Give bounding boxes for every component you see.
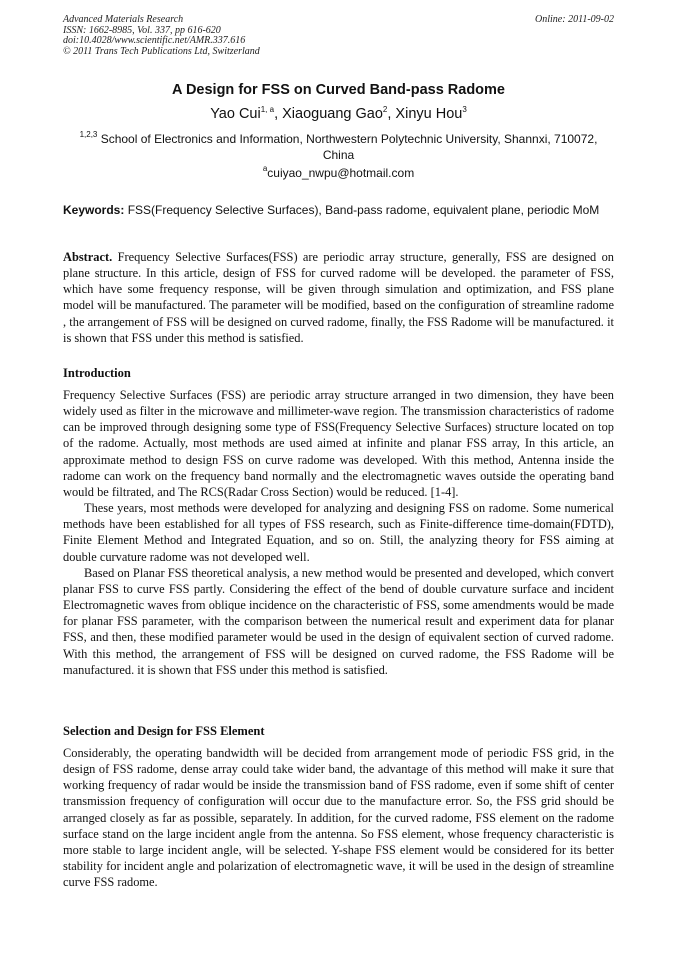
keywords-block (63, 202, 614, 218)
contact-email (63, 166, 614, 181)
author-superscript: 1, a (260, 105, 275, 114)
affiliation (68, 132, 609, 163)
affiliation-superscript: 1,2,3 (79, 130, 98, 139)
author-name: Xinyu Hou (395, 106, 463, 122)
paper-title: A Design for FSS on Curved Band-pass Radome (171, 82, 505, 98)
email-superscript: a (262, 164, 268, 173)
introduction-body (63, 387, 614, 678)
issn-line: ISSN: 1662-8985, Vol. 337, pp 616-620 (63, 24, 221, 36)
affiliation-text: School of Electronics and Information, Northwestern Polytechnic University, Shannxi, 710072, China (97, 132, 598, 162)
author-list (63, 103, 614, 125)
section-heading-introduction: Introduction (63, 366, 131, 380)
author-superscript: 3 (462, 105, 467, 114)
keywords-text: FSS(Frequency Selective Surfaces), Band-pass radome, equivalent plane, periodic MoM (124, 203, 600, 217)
copyright-line: © 2011 Trans Tech Publications Ltd, Switzerland (63, 45, 260, 57)
author-name: Xiaoguang Gao (282, 106, 383, 122)
author-separator: , (274, 106, 283, 122)
doi-line: doi:10.4028/www.scientific.net/AMR.337.616 (63, 35, 246, 46)
email-address: cuiyao_nwpu@hotmail.com (267, 166, 415, 180)
online-date: Online: 2011-09-02 (535, 14, 614, 25)
keywords-label: Keywords: (63, 203, 125, 217)
paragraph: These years, most methods were developed for analyzing and designing FSS on radome. Some numerical methods have been established for all types of FSS research, such as Finite-difference time-domain(FDTD), Finite Element Method and Integrated Equation, and so on. Still, the analyzing theory for FSS aiming at double curvature radome was not developed well. (63, 501, 614, 564)
selection-body (63, 745, 614, 890)
section-heading-selection: Selection and Design for FSS Element (63, 724, 265, 738)
author-separator: , (387, 106, 396, 122)
paragraph: Frequency Selective Surfaces (FSS) are periodic array structure arranged in two dimension, they have been widely used as filter in the microwave and millimeter-wave region. The transmission characteristics of radome can be improved through designing some type of FSS(Frequency Selective Surfaces) structure located on top of the radome. Actually, most methods are used aimed at infinite and planar FSS array, In this article, an approximate method to design FSS on curve radome was developed. With this method, Antenna inside the radome can work on the frequency band normally and the electromagnetic waves outside the operating band would be filtrated, and The RCS(Radar Cross Section) would be reduced. [1-4]. (63, 388, 614, 499)
abstract-block (63, 249, 614, 346)
journal-name: Advanced Materials Research (63, 14, 184, 25)
paragraph: Considerably, the operating bandwidth will be decided from arrangement mode of periodic FSS grid, in the design of FSS radome, dense array could take wider band, the advantage of this method will make it sure that working frequency of radar would be inside the transmission band of FSS radome, even if some shift of center transmission frequency of configuration will occur due to the manufacture error. So, the FSS grid should be arranged closely as far as possible, separately. In addition, for the curved radome, FSS element on the radome surface stand on the large incident angle from the antenna. So FSS element, whose frequency characteristic is more stable to large incident angle, will be selected. Y-shape FSS element would be considered for its better stability for incident angle and polarization of electromagnetic wave, it will be used in the design of streamline curve FSS radome. (63, 746, 614, 890)
author-name: Yao Cui (210, 106, 261, 122)
journal-header (63, 15, 614, 57)
abstract-label: Abstract. (63, 250, 113, 264)
author-superscript: 2 (382, 105, 388, 114)
paragraph: Based on Planar FSS theoretical analysis, a new method would be presented and developed, which convert planar FSS to curve FSS partly. Considering the effect of the bend of double curvature surface and incident Electromagnetic waves from oblique incidence on the characteristic of FSS, some amendments would be made for planar FSS parameter, with the comparison between the numerical result and experiment data for planar FSS, and then, these modified parameter would be used in the design of equivalent section of curved radome. With this method, the arrangement of FSS will be designed on curved radome, the FSS Radome will be manufactured. it is shown that FSS under this method is satisfied. (63, 565, 614, 677)
abstract-text: Frequency Selective Surfaces(FSS) are periodic array structure, generally, FSS are designed on plane structure. In this article, design of FSS for curved radome will be developed. the parameter of FSS, which have some frequency response, will be given through simulation and optimization, and FSS plane model will be manufactured. The parameter will be modified, based on the configuration of streamline radome , the arrangement of FSS will be designed on curved radome, finally, the FSS Radome will be manufactured. it is shown that FSS under this method is satisfied. (63, 250, 614, 345)
